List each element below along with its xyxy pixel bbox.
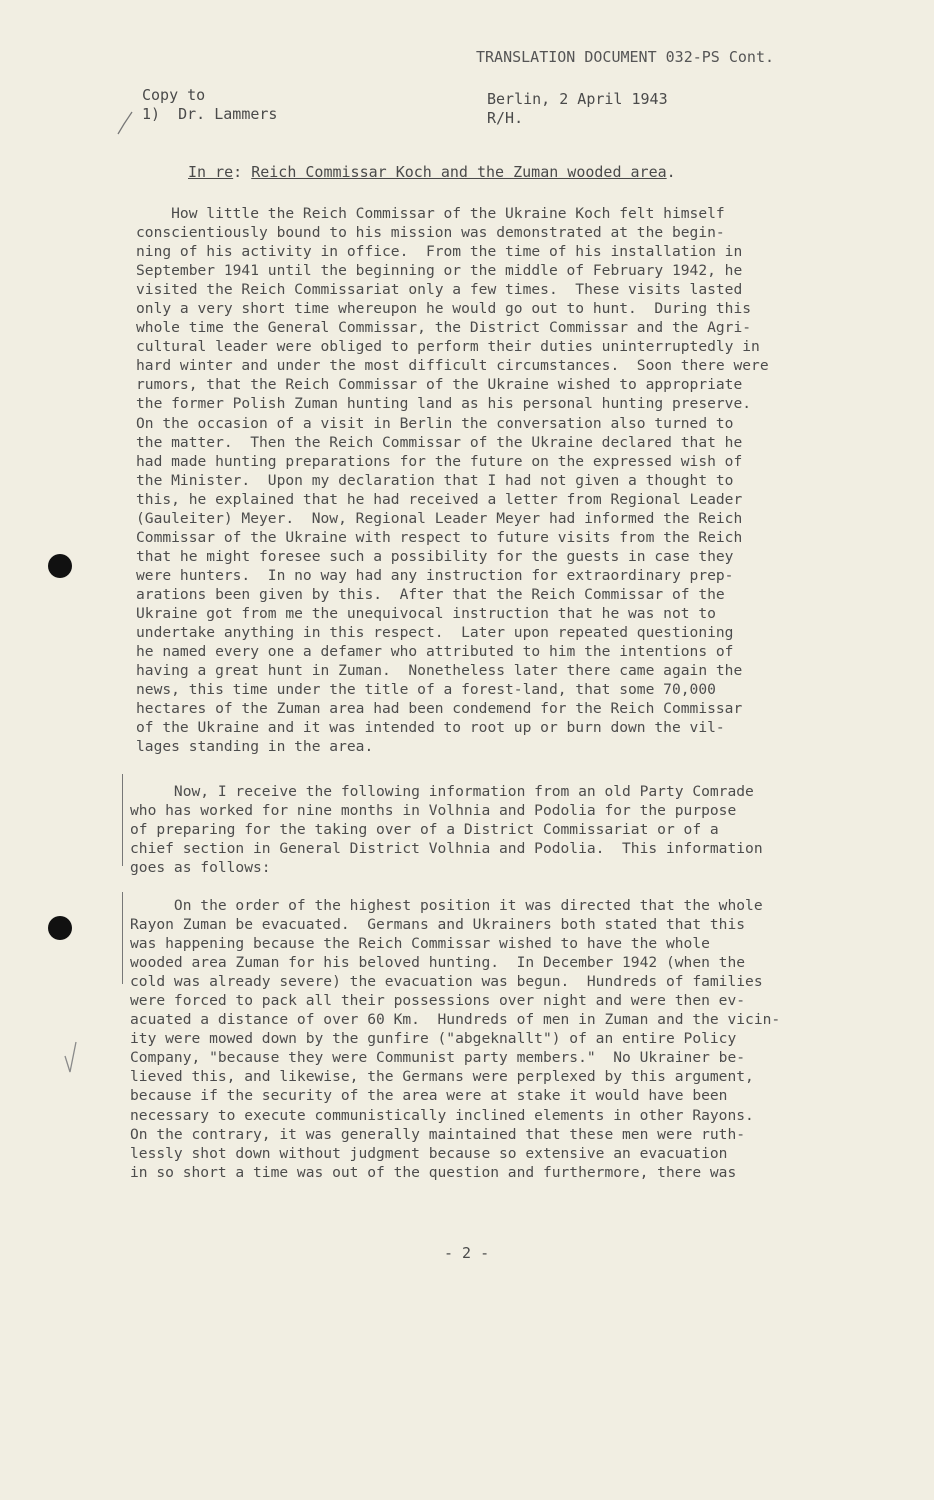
text-line: Company, "because they were Communist party members." No Ukrainer be- bbox=[130, 1049, 746, 1067]
text-line: (Gauleiter) Meyer. Now, Regional Leader Meyer had informed the Reich bbox=[136, 509, 743, 527]
text-line: ning of his activity in office. From the time of his installation in bbox=[136, 243, 743, 261]
text-line: visited the Reich Commissariat only a few times. These visits lasted bbox=[136, 281, 743, 299]
subject-period: . bbox=[666, 163, 676, 181]
text-line: chief section in General District Volhnia and Podolia. This information bbox=[130, 840, 763, 858]
text-line: cold was already severe) the evacuation was begun. Hundreds of families bbox=[130, 973, 763, 991]
text-line: undertake anything in this respect. Later upon repeated questioning bbox=[136, 624, 734, 642]
text-line: lages standing in the area. bbox=[136, 738, 374, 756]
copy-to-label: Copy to bbox=[142, 86, 206, 104]
copy-to-block bbox=[142, 86, 277, 124]
text-line: Ukraine got from me the unequivocal instruction that he was not to bbox=[136, 604, 716, 622]
text-line: arations been given by this. After that the Reich Commissar of the bbox=[136, 585, 725, 603]
text-line: whole time the General Commissar, the District Commissar and the Agri- bbox=[136, 319, 752, 337]
subject-prefix: In re bbox=[188, 163, 234, 181]
subject-colon: : bbox=[233, 163, 252, 181]
text-line: of preparing for the taking over of a District Commissariat or of a bbox=[130, 821, 719, 839]
text-line: that he might foresee such a possibility for the guests in case they bbox=[136, 547, 734, 565]
text-line: September 1941 until the beginning or the middle of February 1942, he bbox=[136, 262, 743, 280]
text-line: lieved this, and likewise, the Germans were perplexed by this argument, bbox=[130, 1068, 754, 1086]
text-line: he named every one a defamer who attributed to him the intentions of bbox=[136, 643, 734, 661]
text-line: How little the Reich Commissar of the Ukraine Koch felt himself bbox=[136, 205, 725, 222]
text-line: ity were mowed down by the gunfire ("abgeknallt") of an entire Policy bbox=[130, 1030, 737, 1048]
text-line: had made hunting preparations for the future on the expressed wish of bbox=[136, 452, 743, 470]
text-line: acuated a distance of over 60 Km. Hundreds of men in Zuman and the vicin- bbox=[130, 1011, 781, 1029]
page-number: - 2 - bbox=[444, 1244, 490, 1262]
text-line: the former Polish Zuman hunting land as his personal hunting preserve. bbox=[136, 395, 752, 413]
text-line: of the Ukraine and it was intended to root up or burn down the vil- bbox=[136, 719, 725, 737]
punch-hole-icon bbox=[48, 916, 72, 940]
text-line: who has worked for nine months in Volhnia and Podolia for the purpose bbox=[130, 802, 737, 820]
text-line: necessary to execute communistically inclined elements in other Rayons. bbox=[130, 1106, 754, 1124]
text-line: Commissar of the Ukraine with respect to future visits from the Reich bbox=[136, 528, 743, 546]
text-line: only a very short time whereupon he would go out to hunt. During this bbox=[136, 300, 752, 318]
text-line: On the contrary, it was generally maintained that these men were ruth- bbox=[130, 1125, 746, 1143]
text-line: On the occasion of a visit in Berlin the conversation also turned to bbox=[136, 414, 734, 432]
text-line: On the order of the highest position it was directed that the whole bbox=[130, 897, 763, 914]
text-line: wooded area Zuman for his beloved hunting. In December 1942 (when the bbox=[130, 954, 746, 972]
body-paragraph-3 bbox=[130, 896, 780, 1182]
text-line: hectares of the Zuman area had been condemend for the Reich Commissar bbox=[136, 700, 743, 718]
copy-to-recipient: 1) Dr. Lammers bbox=[142, 105, 278, 123]
text-line: conscientiously bound to his mission was demonstrated at the begin- bbox=[136, 224, 725, 242]
text-line: the matter. Then the Reich Commissar of the Ukraine declared that he bbox=[136, 433, 743, 451]
text-line: Now, I receive the following information from an old Party Comrade bbox=[130, 783, 754, 800]
date-block bbox=[487, 90, 668, 128]
text-line: were forced to pack all their possessions over night and were then ev- bbox=[130, 992, 746, 1010]
text-line: was happening because the Reich Commissar wished to have the whole bbox=[130, 935, 710, 953]
text-line: rumors, that the Reich Commissar of the Ukraine wished to appropriate bbox=[136, 376, 743, 394]
text-line: in so short a time was out of the question and furthermore, there was bbox=[130, 1163, 737, 1181]
text-line: the Minister. Upon my declaration that I had not given a thought to bbox=[136, 471, 734, 489]
subject-title: Reich Commissar Koch and the Zuman wooded area bbox=[251, 163, 667, 181]
date-line: Berlin, 2 April 1943 bbox=[487, 90, 668, 108]
text-line: Rayon Zuman be evacuated. Germans and Ukrainers both stated that this bbox=[130, 916, 746, 934]
document-id-header: TRANSLATION DOCUMENT 032-PS Cont. bbox=[476, 48, 775, 66]
text-line: goes as follows: bbox=[130, 859, 271, 877]
pen-check-mark-icon bbox=[116, 110, 134, 136]
margin-bracket bbox=[122, 892, 123, 984]
margin-check-mark-icon bbox=[62, 1036, 84, 1076]
punch-hole-icon bbox=[48, 554, 72, 578]
text-line: this, he explained that he had received a letter from Regional Leader bbox=[136, 490, 743, 508]
text-line: hard winter and under the most difficult circumstances. Soon there were bbox=[136, 357, 769, 375]
text-line: were hunters. In no way had any instruction for extraordinary prep- bbox=[136, 566, 734, 584]
body-paragraph-1 bbox=[136, 204, 769, 756]
subject-line bbox=[188, 163, 676, 181]
reference-line: R/H. bbox=[487, 109, 524, 127]
margin-bracket bbox=[122, 774, 123, 866]
text-line: cultural leader were obliged to perform their duties uninterruptedly in bbox=[136, 338, 760, 356]
text-line: lessly shot down without judgment because so extensive an evacuation bbox=[130, 1144, 728, 1162]
body-paragraph-2 bbox=[130, 782, 763, 877]
text-line: because if the security of the area were at stake it would have been bbox=[130, 1087, 728, 1105]
text-line: news, this time under the title of a forest-land, that some 70,000 bbox=[136, 681, 716, 699]
text-line: having a great hunt in Zuman. Nonetheless later there came again the bbox=[136, 662, 743, 680]
